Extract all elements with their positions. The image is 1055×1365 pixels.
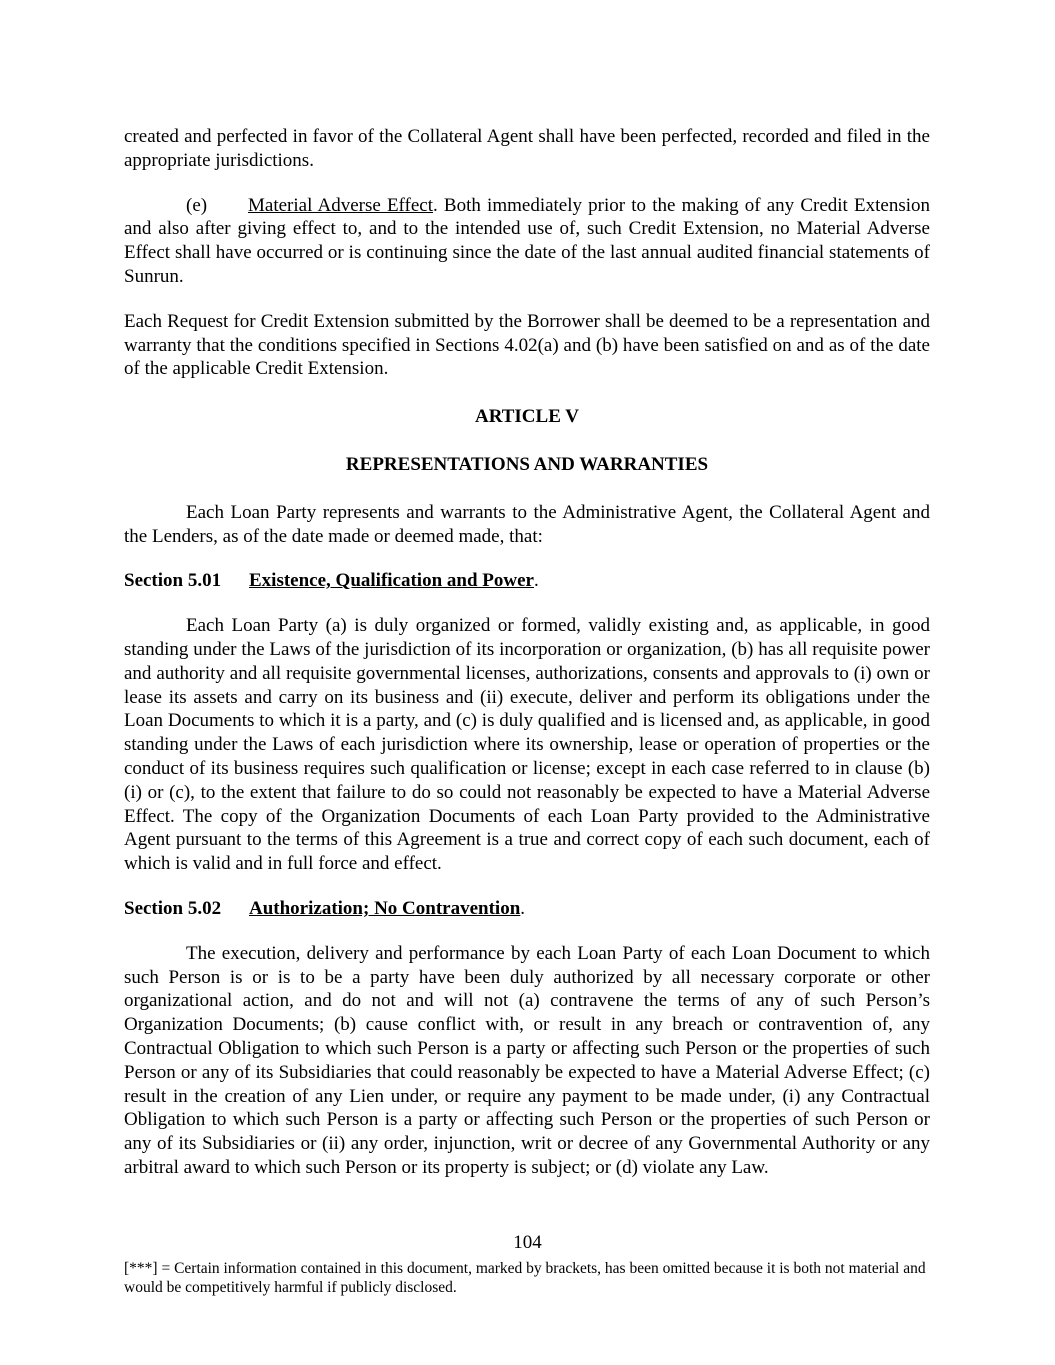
item-e-paragraph: [124, 194, 930, 289]
section-501-body: Each Loan Party (a) is duly organized or formed, validly existing and, as applicable, in good standing under the Laws of the jurisdiction of its incorporation or organization, (b) has all requisite power and authority and all requisite governmental licenses, authorizations, consents and approvals to (i) own or lease its assets and carry on its business and (ii) execute, deliver and perform its obligations under the Loan Documents to which it is a party, and (c) is duly qualified and is licensed and, as applicable, in good standing under the Laws of each jurisdiction where its ownership, lease or operation of properties or the conduct of its business requires such qualification or license; except in each case referred to in clause (b)(i) or (c), to the extent that failure to do so could not reasonably be expected to have a Material Adverse Effect. The copy of the Organization Documents of each Loan Party provided to the Administrative Agent pursuant to the terms of this Agreement is a true and correct copy of each such document, each of which is valid and in full force and effect.: [124, 615, 930, 875]
article-title: ARTICLE V: [474, 406, 580, 428]
item-e-text: . Both immediately prior to the making of any Credit Extension and also after giving effect to, and to the intended use of, such Credit Extension, no Material Adverse Effect shall have occurred or is continuing since the date of the last annual audited financial statements of Sunrun.: [124, 194, 930, 287]
section-502-period: .: [520, 897, 526, 919]
article-subtitle: REPRESENTATIONS AND WARRANTIES: [345, 453, 709, 475]
section-502-number: Section 5.02: [124, 897, 222, 919]
section-501-heading: [124, 569, 930, 593]
page-number: 104: [513, 1232, 542, 1253]
request-paragraph: Each Request for Credit Extension submitted by the Borrower shall be deemed to be a representation and warranty that the conditions specified in Sections 4.02(a) and (b) have been satisfied on and as of the date of the applicable Credit Extension.: [124, 310, 930, 380]
item-e-title: Material Adverse Effect: [248, 194, 434, 216]
footer-note: [***] = Certain information contained in this document, marked by brackets, has been omitted because it is both not material and would be competitively harmful if publicly disclosed.: [124, 1260, 926, 1296]
section-502-heading: [124, 897, 930, 921]
document-page: [124, 125, 930, 1180]
section-501-title: Existence, Qualification and Power: [249, 570, 534, 592]
intro-paragraph: Each Loan Party represents and warrants to the Administrative Agent, the Collateral Agent and the Lenders, as of the date made or deemed made, that:: [124, 501, 930, 547]
section-502-title: Authorization; No Contravention: [249, 897, 521, 919]
section-502-body: The execution, delivery and performance by each Loan Party of each Loan Document to which such Person is or is to be a party have been duly authorized by all necessary corporate or other organizational action, and do not and will not (a) contravene the terms of any of such Person’s Organization Documents; (b) cause conflict with, or result in any breach or contravention of, any Contractual Obligation to which such Person is a party or affecting such Person or the properties of such Person or any of its Subsidiaries that could reasonably be expected to have a Material Adverse Effect; (c) result in the creation of any Lien under, or require any payment to be made under, (i) any Contractual Obligation to which such Person is a party or affecting such Person or the properties of such Person or any of its Subsidiaries or (ii) any order, injunction, writ or decree of any Governmental Authority or any arbitral award to which such Person or its property is subject; or (d) violate any Law.: [124, 942, 930, 1178]
item-e-label: (e): [186, 194, 208, 216]
continuation-paragraph: created and perfected in favor of the Collateral Agent shall have been perfected, recorded and filed in the appropriate jurisdictions.: [124, 126, 930, 171]
section-501-period: .: [533, 570, 539, 592]
section-501-number: Section 5.01: [124, 570, 222, 592]
